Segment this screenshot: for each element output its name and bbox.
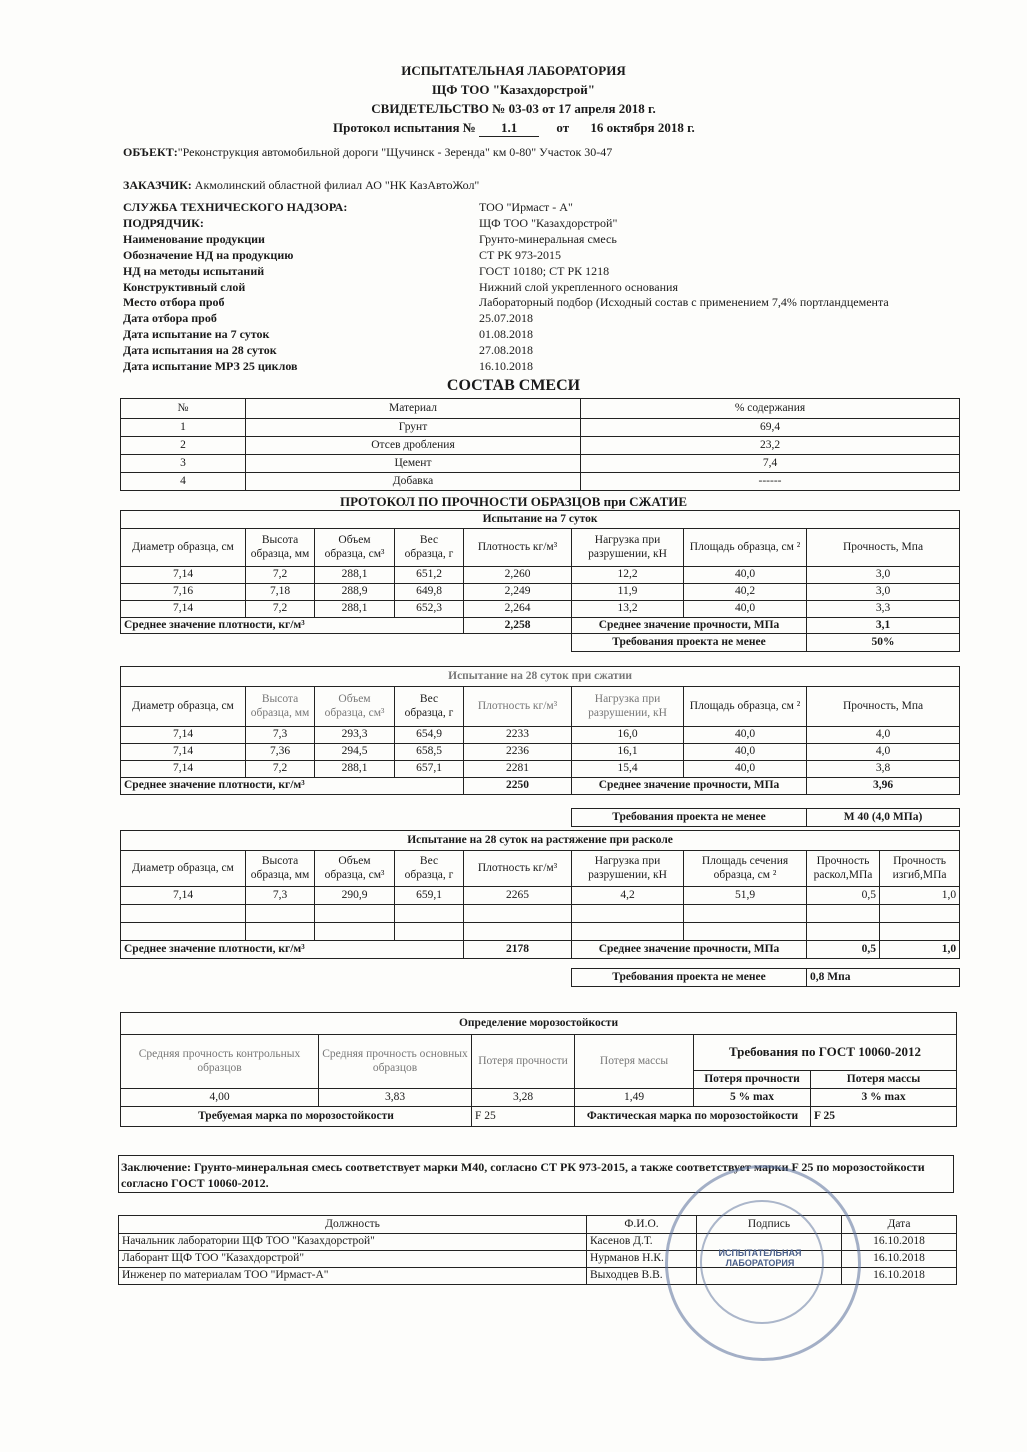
frost-cell: 3,28	[472, 1089, 575, 1107]
info-value: Нижний слой укрепленного основания	[479, 279, 678, 294]
mix-title: СОСТАВ СМЕСИ	[446, 377, 581, 394]
avg-density-label: Среднее значение плотности, кг/м³	[121, 778, 464, 795]
signature-cell: Лаборант ЩФ ТОО "Казахдорстрой"	[119, 1251, 587, 1268]
requirement-value: 50%	[807, 634, 960, 652]
info-label: НД на методы испытаний	[123, 263, 265, 278]
table-cell: 7,14	[121, 727, 246, 744]
info-label: СЛУЖБА ТЕХНИЧЕСКОГО НАДЗОРА:	[123, 200, 348, 214]
mix-cell: Отсев дробления	[246, 437, 581, 455]
mix-cell: ------	[581, 473, 960, 491]
strength-7-title: Испытание на 7 суток	[121, 511, 960, 529]
split-req-row	[121, 969, 960, 987]
header-cell: Нагрузка при разрушении, кН	[572, 851, 684, 887]
table-cell: 7,14	[121, 761, 246, 778]
protocol-line	[333, 120, 695, 137]
avg-strength-label: Среднее значение прочности, МПа	[572, 778, 807, 795]
header-cell: Дата	[842, 1216, 957, 1234]
requirement-label: Требования проекта не менее	[572, 634, 807, 652]
mix-cell: 69,4	[581, 419, 960, 437]
table-cell: 651,2	[395, 567, 464, 584]
split-cell: 7,14	[121, 887, 246, 905]
table-cell: 288,1	[315, 567, 395, 584]
info-label: Место отбора проб	[123, 295, 225, 310]
split-cell: 290,9	[315, 887, 395, 905]
split-table	[120, 830, 960, 987]
table-cell: 294,5	[315, 744, 395, 761]
table-cell: 649,8	[395, 584, 464, 601]
required-mark-value: F 25	[472, 1107, 575, 1127]
table-row	[121, 887, 960, 905]
mix-cell: 7,4	[581, 455, 960, 473]
lab-title: ИСПЫТАТЕЛЬНАЯ ЛАБОРАТОРИЯ	[401, 63, 626, 78]
avg-split-value: 0,5	[807, 941, 880, 959]
table-cell: 7,2	[246, 761, 315, 778]
table-cell: 40,2	[684, 584, 807, 601]
header-cell: Высота образца, мм	[246, 529, 315, 567]
header-cell: Ф.И.О.	[587, 1216, 697, 1234]
mix-cell: 23,2	[581, 437, 960, 455]
table-row	[121, 1089, 957, 1107]
table-cell: 654,9	[395, 727, 464, 744]
table-cell: 3,3	[807, 601, 960, 618]
conclusion-label: Заключение:	[121, 1160, 191, 1174]
table-cell: 7,14	[121, 601, 246, 618]
protocol-label: Протокол испытания №	[333, 120, 476, 135]
table-cell: 2236	[464, 744, 572, 761]
requirement-label: Требования проекта не менее	[572, 969, 807, 987]
header-cell: Вес образца, г	[395, 851, 464, 887]
header-cell: Площадь образца, см ²	[684, 529, 807, 567]
info-label: Обозначение НД на продукцию	[123, 247, 294, 262]
header-cell: Объем образца, см³	[315, 687, 395, 727]
info-value: Грунто-минеральная смесь	[479, 231, 617, 246]
table-cell: 40,0	[684, 567, 807, 584]
header-cell: Прочность, Мпа	[807, 529, 960, 567]
customer-label: ЗАКАЗЧИК:	[123, 178, 192, 192]
signature-cell: Выходцев В.В.	[587, 1268, 697, 1285]
header-cell: Вес образца, г	[395, 529, 464, 567]
header-cell: Средняя прочность контрольных образцов	[121, 1035, 319, 1089]
signature-cell: 16.10.2018	[842, 1268, 957, 1285]
strength-28-req-row	[121, 809, 960, 827]
header-cell: Плотность кг/м³	[464, 529, 572, 567]
table-cell: 3,0	[807, 584, 960, 601]
table-cell: 2281	[464, 761, 572, 778]
table-row	[121, 455, 960, 473]
strength-7-req-row	[121, 634, 960, 652]
table-row	[121, 744, 960, 761]
table-cell: 12,2	[572, 567, 684, 584]
header-cell: Прочность изгиб,МПа	[880, 851, 960, 887]
mix-cell: 4	[121, 473, 246, 491]
mix-header-row	[121, 399, 960, 419]
table-cell: 16,0	[572, 727, 684, 744]
table-cell: 40,0	[684, 601, 807, 618]
info-value: 27.08.2018	[479, 343, 533, 358]
header-cell: Диаметр образца, см	[121, 851, 246, 887]
header-cell: Средняя прочность основных образцов	[319, 1035, 472, 1089]
header-cell: Потеря прочности	[694, 1071, 811, 1089]
frost-mark-row	[121, 1107, 957, 1127]
header-cell: Потеря массы	[575, 1035, 694, 1089]
table-cell: 658,5	[395, 744, 464, 761]
table-cell: 15,4	[572, 761, 684, 778]
signature-cell: Касенов Д.Т.	[587, 1234, 697, 1251]
stamp-text: ИСПЫТАТЕЛЬНАЯ ЛАБОРАТОРИЯ	[718, 1248, 802, 1268]
avg-density-value: 2178	[464, 941, 572, 959]
table-cell: 2,249	[464, 584, 572, 601]
table-cell: 7,2	[246, 601, 315, 618]
table-row	[121, 601, 960, 618]
header-cell: Подпись	[697, 1216, 842, 1234]
header-cell: Площадь сечения образца, см ²	[684, 851, 807, 887]
table-row	[121, 761, 960, 778]
split-title: Испытание на 28 суток на растяжение при расколе	[121, 831, 960, 851]
split-cell: 51,9	[684, 887, 807, 905]
conclusion-box	[118, 1155, 954, 1193]
certificate-line: СВИДЕТЕЛЬСТВО № 03-03 от 17 апреля 2018 г.	[371, 101, 656, 116]
signature-cell: Инженер по материалам ТОО "Ирмаст-А"	[119, 1268, 587, 1285]
requirement-value: 0,8 Мпа	[807, 969, 960, 987]
mix-cell: 3	[121, 455, 246, 473]
mix-cell: 1	[121, 419, 246, 437]
header-cell: Диаметр образца, см	[121, 687, 246, 727]
header-cell: Объем образца, см³	[315, 851, 395, 887]
conclusion-text: Грунто-минеральная смесь соответствует марки М40, согласно СТ РК 973-2015, а также соответствует марки F 25 по морозостойкости согласно ГОСТ 10060-2012.	[121, 1160, 925, 1191]
header-cell: Плотность кг/м³	[464, 851, 572, 887]
table-cell: 40,0	[684, 744, 807, 761]
header-cell: Нагрузка при разрушении, кН	[572, 687, 684, 727]
split-cell: 0,5	[807, 887, 880, 905]
table-cell: 4,0	[807, 744, 960, 761]
table-cell: 652,3	[395, 601, 464, 618]
strength-28-header-row	[121, 687, 960, 727]
info-label: Наименование продукции	[123, 231, 265, 246]
object-line	[123, 145, 612, 160]
split-cell: 1,0	[880, 887, 960, 905]
table-cell: 288,9	[315, 584, 395, 601]
frost-table	[120, 1012, 957, 1127]
info-value: 01.08.2018	[479, 327, 533, 342]
table-cell: 16,1	[572, 744, 684, 761]
mix-cell: Цемент	[246, 455, 581, 473]
info-value: Лабораторный подбор (Исходный состав с применением 7,4% портландцемента	[479, 295, 889, 310]
object-value: "Реконструкция автомобильной дороги "Щучинск - Зеренда" км 0-80" Участок 30-47	[177, 145, 613, 159]
split-avg-row	[121, 941, 960, 959]
table-row	[121, 567, 960, 584]
mix-header-percent: % содержания	[581, 399, 960, 419]
table-row	[121, 584, 960, 601]
actual-mark-value: F 25	[811, 1107, 957, 1127]
table-cell: 657,1	[395, 761, 464, 778]
table-cell: 4,0	[807, 727, 960, 744]
header-cell: Прочность, Мпа	[807, 687, 960, 727]
frost-cell: 3 % max	[811, 1089, 957, 1107]
requirement-label: Требования проекта не менее	[572, 809, 807, 827]
actual-mark-label: Фактическая марка по морозостойкости	[575, 1107, 811, 1127]
info-value: ТОО "Ирмаст - А"	[479, 200, 573, 214]
strength-7-header-row	[121, 529, 960, 567]
strength-28-avg-row	[121, 778, 960, 795]
lab-company: ЩФ ТОО "Казахдорстрой"	[432, 82, 595, 97]
frost-header-row	[121, 1035, 957, 1071]
requirement-value: M 40 (4,0 МПа)	[807, 809, 960, 827]
strength-title: ПРОТОКОЛ ПО ПРОЧНОСТИ ОБРАЗЦОВ при СЖАТИЕ	[339, 494, 688, 509]
table-cell: 7,3	[246, 727, 315, 744]
split-cell: 4,2	[572, 887, 684, 905]
table-row	[121, 419, 960, 437]
avg-bend-value: 1,0	[880, 941, 960, 959]
header-cell: Прочность раскол,МПа	[807, 851, 880, 887]
mix-header-material: Материал	[246, 399, 581, 419]
header-cell: Нагрузка при разрушении, кН	[572, 529, 684, 567]
table-cell: 288,1	[315, 601, 395, 618]
table-cell: 293,3	[315, 727, 395, 744]
frost-title: Определение морозостойкости	[121, 1013, 957, 1035]
table-cell: 288,1	[315, 761, 395, 778]
header-cell: Высота образца, мм	[246, 851, 315, 887]
header-cell: Площадь образца, см ²	[684, 687, 807, 727]
header-cell: Объем образца, см³	[315, 529, 395, 567]
header-cell: Должность	[119, 1216, 587, 1234]
strength-7-avg-row	[121, 618, 960, 634]
avg-strength-label: Среднее значение прочности, МПа	[572, 941, 807, 959]
object-label: ОБЪЕКТ:	[123, 145, 178, 159]
table-cell: 2233	[464, 727, 572, 744]
table-row	[121, 923, 960, 941]
avg-density-value: 2,258	[464, 618, 572, 634]
mix-header-num: №	[121, 399, 246, 419]
info-label: Дата отбора проб	[123, 311, 217, 326]
customer-line	[123, 178, 479, 193]
table-cell: 7,14	[121, 567, 246, 584]
strength-28-title: Испытание на 28 суток при сжатии	[121, 667, 960, 687]
table-cell: 40,0	[684, 761, 807, 778]
info-value: ЩФ ТОО "Казахдорстрой"	[479, 215, 618, 230]
info-label: Дата испытания на 28 суток	[123, 343, 277, 358]
table-cell: 11,9	[572, 584, 684, 601]
header-cell: Диаметр образца, см	[121, 529, 246, 567]
table-cell: 2,260	[464, 567, 572, 584]
avg-strength-value: 3,96	[807, 778, 960, 795]
split-cell: 7,3	[246, 887, 315, 905]
table-cell: 7,2	[246, 567, 315, 584]
split-cell: 2265	[464, 887, 572, 905]
frost-cell: 4,00	[121, 1089, 319, 1107]
signature-cell: 16.10.2018	[842, 1251, 957, 1268]
avg-strength-value: 3,1	[807, 618, 960, 634]
table-cell: 7,16	[121, 584, 246, 601]
gost-title: Требования по ГОСТ 10060-2012	[694, 1035, 957, 1071]
table-cell: 40,0	[684, 727, 807, 744]
avg-density-label: Среднее значение плотности, кг/м³	[121, 941, 464, 959]
info-value: 25.07.2018	[479, 311, 533, 326]
header-cell: Высота образца, мм	[246, 687, 315, 727]
header-cell: Потеря массы	[811, 1071, 957, 1089]
table-row	[121, 473, 960, 491]
info-label: Конструктивный слой	[123, 279, 246, 294]
table-cell: 7,18	[246, 584, 315, 601]
table-cell: 7,14	[121, 744, 246, 761]
protocol-from: от	[556, 120, 570, 135]
mix-cell: Добавка	[246, 473, 581, 491]
info-label: Дата испытание МРЗ 25 циклов	[123, 359, 298, 373]
protocol-number: 1.1	[479, 120, 539, 137]
signature-cell: Нурманов Н.К.	[587, 1251, 697, 1268]
table-row	[121, 727, 960, 744]
table-cell: 3,0	[807, 567, 960, 584]
signature-cell: Начальник лаборатории ЩФ ТОО "Казахдорстрой"	[119, 1234, 587, 1251]
protocol-date: 16 октября 2018 г.	[590, 120, 695, 135]
info-label: Дата испытание на 7 суток	[123, 327, 270, 342]
mix-cell: 2	[121, 437, 246, 455]
avg-density-value: 2250	[464, 778, 572, 795]
frost-cell: 1,49	[575, 1089, 694, 1107]
table-cell: 3,8	[807, 761, 960, 778]
split-cell: 659,1	[395, 887, 464, 905]
avg-strength-label: Среднее значение прочности, МПа	[572, 618, 807, 634]
info-label: ПОДРЯДЧИК:	[123, 215, 204, 230]
table-cell: 13,2	[572, 601, 684, 618]
table-cell: 7,36	[246, 744, 315, 761]
strength-28-table	[120, 666, 960, 827]
customer-value: Акмолинский областной филиал АО "НК КазАвтоЖол"	[194, 178, 480, 192]
info-value: 16.10.2018	[479, 359, 533, 373]
header-cell: Вес образца, г	[395, 687, 464, 727]
header-cell: Плотность кг/м³	[464, 687, 572, 727]
mix-cell: Грунт	[246, 419, 581, 437]
info-value: СТ РК 973-2015	[479, 247, 562, 262]
avg-density-label: Среднее значение плотности, кг/м³	[121, 618, 464, 634]
mix-table	[120, 398, 960, 491]
table-row	[121, 437, 960, 455]
info-value: ГОСТ 10180; СТ РК 1218	[479, 263, 610, 278]
frost-cell: 5 % max	[694, 1089, 811, 1107]
required-mark-label: Требуемая марка по морозостойкости	[121, 1107, 472, 1127]
header-cell: Потеря прочности	[472, 1035, 575, 1089]
frost-cell: 3,83	[319, 1089, 472, 1107]
split-header-row	[121, 851, 960, 887]
table-cell: 2,264	[464, 601, 572, 618]
table-row	[121, 905, 960, 923]
strength-7-table	[120, 510, 960, 652]
signature-cell: 16.10.2018	[842, 1234, 957, 1251]
